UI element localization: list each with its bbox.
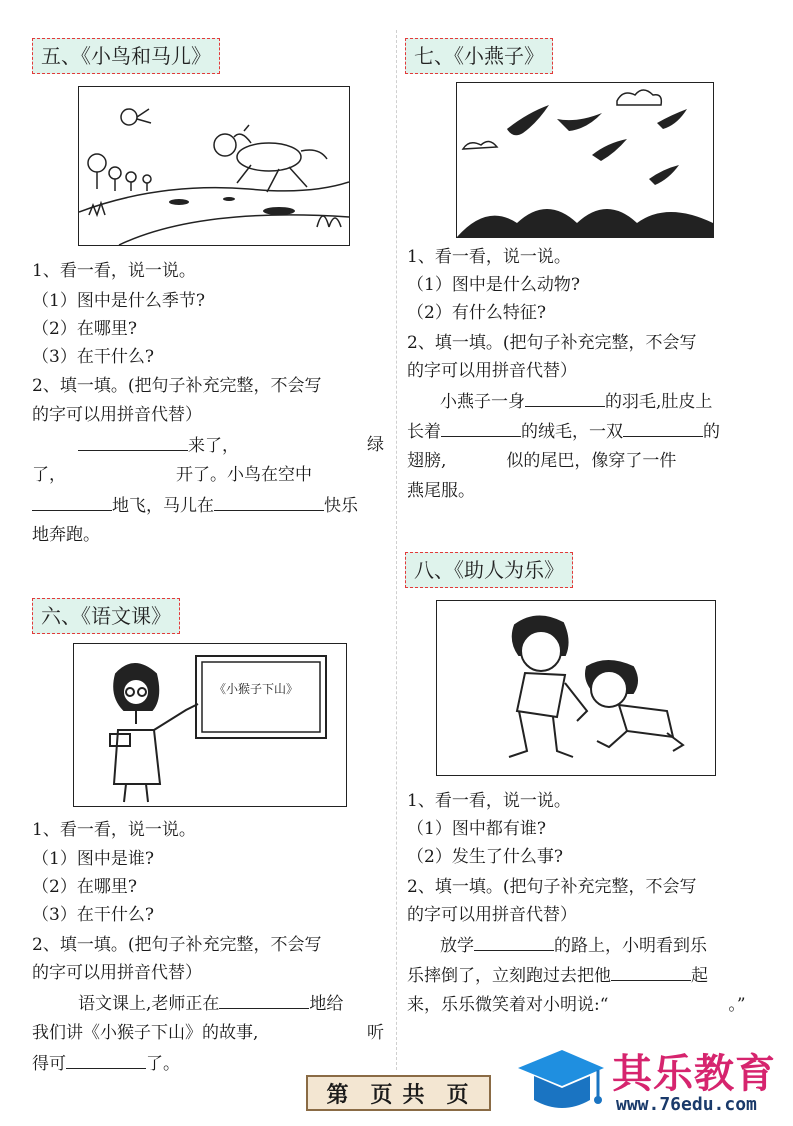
- s6-line1: 语文课上,老师正在 地给: [78, 988, 343, 1019]
- s7-q1a: （1）图中是什么动物?: [407, 275, 580, 295]
- s6-line3: 得可 了。: [32, 1048, 180, 1079]
- horse-bird-picture: [78, 86, 350, 246]
- s8-line2: 乐摔倒了，立刻跑过去把他 起: [407, 960, 708, 991]
- s7-q1b: （2）有什么特征?: [407, 303, 546, 323]
- s7-q1: 1、看一看，说一说。: [407, 247, 571, 267]
- blank[interactable]: [525, 386, 605, 407]
- swallows-picture: [456, 82, 714, 238]
- s6-line2-end: 听: [367, 1023, 384, 1043]
- s7-q2: 2、填一填。(把句子补充完整，不会写: [407, 333, 697, 353]
- s5-line3: 地飞，马儿在 快乐: [32, 490, 358, 521]
- blank[interactable]: [214, 490, 324, 511]
- s5-q1b: （2）在哪里?: [32, 319, 137, 339]
- s6-q2: 2、填一填。(把句子补充完整，不会写: [32, 935, 322, 955]
- section-7-title: 七、《小燕子》: [405, 38, 553, 74]
- s6-q1b: （2）在哪里?: [32, 877, 137, 897]
- publisher-logo: [512, 1042, 787, 1122]
- s8-q1a: （1）图中都有谁?: [407, 819, 546, 839]
- s7-line2: 长着 的绒毛，一双 的: [407, 416, 720, 447]
- s6-q1c: （3）在干什么?: [32, 905, 154, 925]
- blank[interactable]: [611, 960, 691, 981]
- teacher-picture: [73, 643, 347, 807]
- s5-q1: 1、看一看，说一说。: [32, 261, 196, 281]
- section-6-title: 六、《语文课》: [32, 598, 180, 634]
- blank[interactable]: [78, 430, 188, 451]
- s5-line1: 来了，: [78, 430, 239, 461]
- board-text: 《小猴子下山》: [214, 682, 299, 696]
- section-5-title: 五、《小鸟和马儿》: [32, 38, 220, 74]
- s5-q2: 2、填一填。(把句子补充完整，不会写: [32, 376, 322, 396]
- s6-line2: 我们讲《小猴子下山》的故事,: [32, 1023, 259, 1043]
- s8-q2b: 的字可以用拼音代替）: [407, 905, 577, 925]
- s6-q1a: （1）图中是谁?: [32, 849, 154, 869]
- graduation-cap-icon: [512, 1042, 608, 1122]
- page-number-box: 第 页 共 页: [306, 1075, 491, 1111]
- blank[interactable]: [441, 416, 521, 437]
- s8-q2: 2、填一填。(把句子补充完整，不会写: [407, 877, 697, 897]
- s5-line4: 地奔跑。: [32, 525, 100, 545]
- s8-line3: 来，乐乐微笑着对小明说:“ 。”: [407, 995, 746, 1015]
- s5-q1c: （3）在干什么?: [32, 347, 154, 367]
- s6-q1: 1、看一看，说一说。: [32, 820, 196, 840]
- section-8-title: 八、《助人为乐》: [405, 552, 573, 588]
- s7-line1: 小燕子一身 的羽毛,肚皮上: [440, 386, 712, 417]
- s7-q2b: 的字可以用拼音代替）: [407, 361, 577, 381]
- s7-line4: 燕尾服。: [407, 481, 475, 501]
- s8-q1b: （2）发生了什么事?: [407, 847, 563, 867]
- s5-line1-end: 绿: [367, 435, 384, 455]
- s5-line2: 了， 开了。小鸟在空中: [32, 465, 312, 485]
- blank[interactable]: [623, 416, 703, 437]
- blank[interactable]: [219, 988, 309, 1009]
- column-divider: [396, 30, 397, 1070]
- helping-picture: [436, 600, 716, 776]
- blank[interactable]: [66, 1048, 146, 1069]
- logo-name: 其乐教育: [612, 1051, 776, 1097]
- s5-q2b: 的字可以用拼音代替）: [32, 405, 202, 425]
- blank[interactable]: [32, 490, 112, 511]
- logo-url[interactable]: www.76edu.com: [616, 1094, 757, 1115]
- s8-q1: 1、看一看，说一说。: [407, 791, 571, 811]
- s7-line3: 翅膀, 似的尾巴，像穿了一件: [407, 451, 677, 471]
- blank[interactable]: [474, 930, 554, 951]
- s6-q2b: 的字可以用拼音代替）: [32, 963, 202, 983]
- s8-line1: 放学 的路上，小明看到乐: [440, 930, 707, 961]
- s5-q1a: （1）图中是什么季节?: [32, 291, 205, 311]
